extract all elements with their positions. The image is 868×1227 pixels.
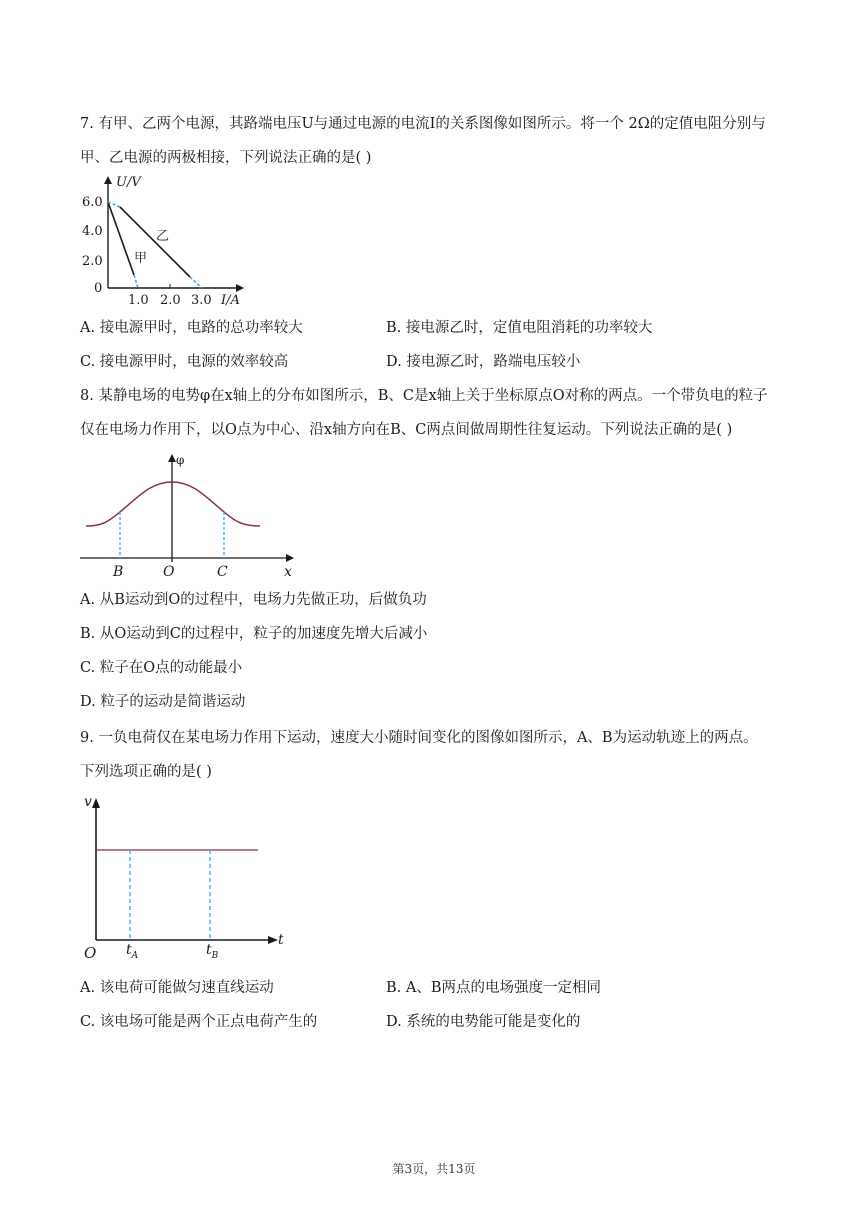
q7-x-tick-1: 1.0 — [128, 293, 149, 308]
q7-label-yi: 乙 — [156, 229, 170, 244]
q7-y-tick-2: 2.0 — [82, 254, 103, 269]
q8-stem-line2: 仅在电场力作用下，以O点为中心、沿x轴方向在B、C两点间做周期性往复运动。下列说法正确的是( ) — [80, 422, 733, 438]
q9-option-a: A. 该电荷可能做匀速直线运动 — [80, 980, 274, 996]
q9-x-label: t — [278, 932, 284, 948]
q7-x-label: I/A — [221, 293, 240, 308]
q8-option-d: D. 粒子的运动是简谐运动 — [80, 694, 246, 710]
q7-origin: 0 — [94, 281, 103, 296]
q8-stem-line1: 8. 某静电场的电势φ在x轴上的分布如图所示，B、C是x轴上关于坐标原点O对称的两点。一个带负电的粒子 — [80, 388, 768, 404]
q7-option-b: B. 接电源乙时，定值电阻消耗的功率较大 — [386, 320, 653, 336]
q7-x-tick-3: 3.0 — [191, 293, 212, 308]
q7-option-c: C. 接电源甲时，电源的效率较高 — [80, 354, 289, 370]
q8-option-c: C. 粒子在O点的动能最小 — [80, 660, 243, 676]
q7-option-a: A. 接电源甲时，电路的总功率较大 — [80, 320, 303, 336]
q7-option-d: D. 接电源乙时，路端电压较小 — [386, 354, 581, 370]
q9-option-d: D. 系统的电势能可能是变化的 — [386, 1014, 581, 1030]
q8-label-b: B — [113, 564, 124, 580]
q9-graph — [82, 792, 302, 962]
q9-label-tb: $t_B$ — [206, 942, 219, 961]
q7-stem-line1: 7. 有甲、乙两个电源，其路端电压U与通过电源的电流I的关系图像如图所示。将一个 2Ω的定值电阻分别与 — [80, 116, 766, 132]
q7-x-tick-2: 2.0 — [160, 293, 181, 308]
q9-origin: O — [84, 944, 97, 962]
q9-label-ta: $t_A$ — [126, 942, 139, 961]
q9-stem-line2: 下列选项正确的是( ) — [80, 764, 212, 780]
q8-y-label: φ — [176, 453, 185, 467]
page-footer: 第3页，共13页 — [392, 1162, 476, 1176]
q7-y-label: U/V — [116, 175, 141, 190]
q7-label-jia: 甲 — [134, 251, 148, 266]
q7-stem-line2: 甲、乙电源的两极相接，下列说法正确的是( ) — [80, 150, 372, 166]
q9-stem-line1: 9. 一负电荷仅在某电场力作用下运动，速度大小随时间变化的图像如图所示，A、B为运动轨迹上的两点。 — [80, 730, 758, 746]
q7-y-tick-4: 4.0 — [82, 224, 103, 239]
q8-x-label: x — [284, 564, 292, 580]
q7-graph — [78, 172, 278, 312]
q9-option-b: B. A、B两点的电场强度一定相同 — [386, 980, 601, 996]
q7-y-tick-6: 6.0 — [82, 195, 103, 210]
q8-label-o: O — [163, 564, 175, 580]
q8-option-b: B. 从O运动到C的过程中，粒子的加速度先增大后减小 — [80, 626, 428, 642]
q9-y-label: v — [84, 794, 92, 810]
q8-graph — [80, 450, 310, 585]
q9-option-c: C. 该电场可能是两个正点电荷产生的 — [80, 1014, 318, 1030]
q8-label-c: C — [217, 564, 228, 580]
q8-option-a: A. 从B运动到O的过程中，电场力先做正功，后做负功 — [80, 592, 427, 608]
